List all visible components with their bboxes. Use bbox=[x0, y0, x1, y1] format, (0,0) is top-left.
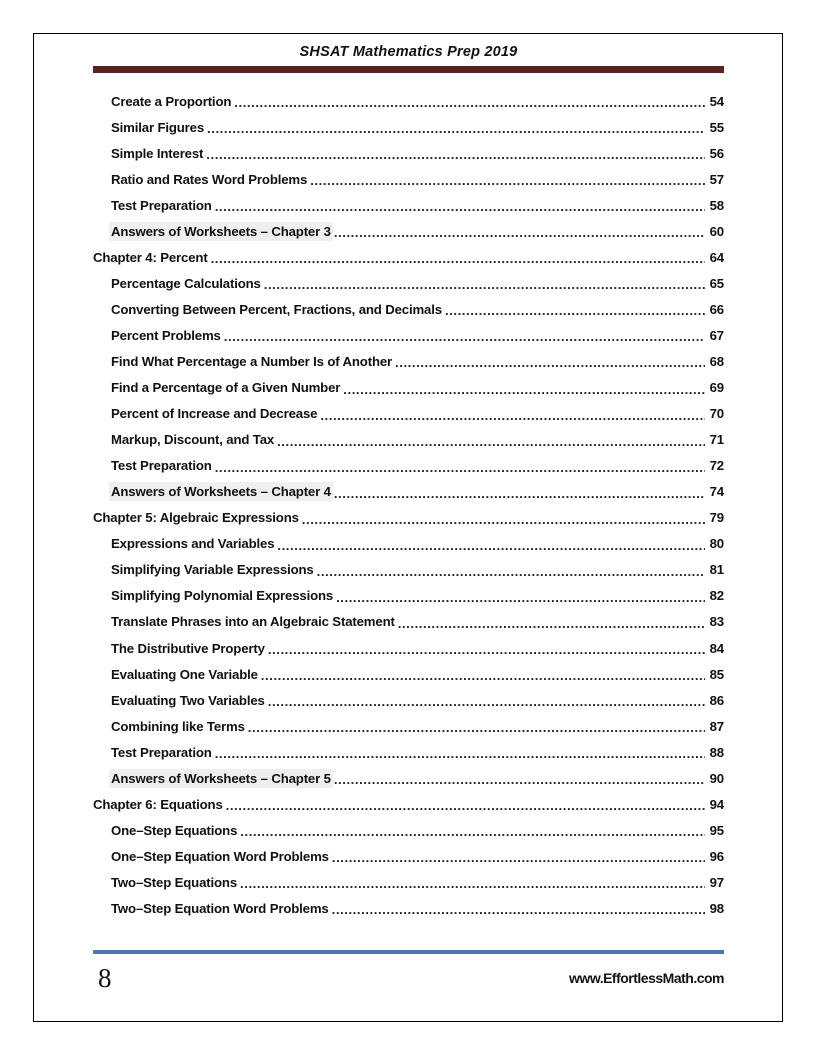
toc-entry[interactable] bbox=[93, 348, 724, 374]
toc-entry-page-number: 80 bbox=[709, 536, 724, 552]
toc-entry[interactable] bbox=[93, 765, 724, 791]
toc-entry-label: Create a Proportion bbox=[111, 93, 232, 109]
toc-entry-page-number: 83 bbox=[709, 614, 724, 630]
toc-leader-dots bbox=[302, 510, 705, 526]
toc-leader-dots bbox=[310, 171, 705, 187]
toc-leader-dots bbox=[334, 484, 705, 500]
toc-entry-label: Chapter 5: Algebraic Expressions bbox=[93, 510, 299, 526]
toc-entry-label: Answers of Worksheets – Chapter 5 bbox=[111, 770, 331, 786]
toc-leader-dots bbox=[334, 223, 705, 239]
toc-entry-page-number: 96 bbox=[709, 848, 724, 864]
toc-entry-page-number: 72 bbox=[709, 458, 724, 474]
toc-entry-page-number: 98 bbox=[709, 900, 724, 916]
toc-leader-dots bbox=[277, 432, 705, 448]
toc-entry-page-number: 86 bbox=[709, 692, 724, 708]
toc-leader-dots bbox=[226, 796, 705, 812]
toc-leader-dots bbox=[207, 119, 705, 135]
toc-entry-page-number: 87 bbox=[709, 718, 724, 734]
toc-entry-page-number: 57 bbox=[709, 171, 724, 187]
toc-entry-label: The Distributive Property bbox=[111, 640, 265, 656]
toc-leader-dots bbox=[215, 197, 705, 213]
toc-entry-page-number: 58 bbox=[709, 197, 724, 213]
toc-entry[interactable] bbox=[93, 713, 724, 739]
toc-entry-page-number: 70 bbox=[709, 406, 724, 422]
toc-entry[interactable] bbox=[93, 218, 724, 244]
toc-entry-label: Combining like Terms bbox=[111, 718, 245, 734]
toc-entry[interactable] bbox=[93, 427, 724, 453]
toc-entry[interactable] bbox=[93, 479, 724, 505]
toc-entry-page-number: 66 bbox=[709, 301, 724, 317]
toc-entry[interactable] bbox=[93, 739, 724, 765]
toc-entry[interactable] bbox=[93, 583, 724, 609]
toc-leader-dots bbox=[234, 93, 705, 109]
toc-entry-page-number: 94 bbox=[709, 796, 724, 812]
toc-entry[interactable] bbox=[93, 817, 724, 843]
toc-entry[interactable] bbox=[93, 453, 724, 479]
toc-entry[interactable] bbox=[93, 661, 724, 687]
toc-leader-dots bbox=[343, 380, 705, 396]
toc-entry-label: Evaluating Two Variables bbox=[111, 692, 265, 708]
toc-entry-label: Test Preparation bbox=[111, 744, 212, 760]
toc-entry-page-number: 60 bbox=[709, 223, 724, 239]
toc-entry-label: Similar Figures bbox=[111, 119, 205, 135]
toc-entry-page-number: 74 bbox=[709, 484, 724, 500]
toc-leader-dots bbox=[248, 718, 705, 734]
toc-leader-dots bbox=[334, 770, 705, 786]
footer-website: www.EffortlessMath.com bbox=[569, 970, 724, 986]
toc-entry[interactable] bbox=[93, 375, 724, 401]
toc-entry-label: Two–Step Equations bbox=[111, 874, 238, 890]
toc-entry-page-number: 65 bbox=[709, 275, 724, 291]
toc-entry-label: Percent Problems bbox=[111, 327, 221, 343]
toc-entry-page-number: 95 bbox=[709, 822, 724, 838]
toc-leader-dots bbox=[445, 301, 705, 317]
toc-entry-label: Two–Step Equation Word Problems bbox=[111, 900, 329, 916]
toc-entry-page-number: 81 bbox=[709, 562, 724, 578]
toc-entry-page-number: 82 bbox=[709, 588, 724, 604]
toc-entry-page-number: 88 bbox=[709, 744, 724, 760]
toc-entry-page-number: 64 bbox=[709, 249, 724, 265]
toc-entry-page-number: 85 bbox=[709, 666, 724, 682]
toc-entry[interactable] bbox=[93, 166, 724, 192]
toc-entry-page-number: 54 bbox=[709, 93, 724, 109]
toc-leader-dots bbox=[332, 900, 705, 916]
toc-leader-dots bbox=[398, 614, 705, 630]
toc-leader-dots bbox=[215, 458, 705, 474]
toc-entry-label: Expressions and Variables bbox=[111, 536, 275, 552]
header-rule bbox=[93, 66, 724, 73]
toc-entry[interactable] bbox=[93, 895, 724, 921]
toc-leader-dots bbox=[215, 744, 705, 760]
toc-leader-dots bbox=[268, 640, 705, 656]
toc-entry-label: Answers of Worksheets – Chapter 4 bbox=[111, 484, 331, 500]
toc-entry-page-number: 97 bbox=[709, 874, 724, 890]
footer-page-number: 8 bbox=[98, 963, 112, 993]
toc-entry[interactable] bbox=[93, 322, 724, 348]
toc-entry[interactable] bbox=[93, 869, 724, 895]
toc-entry[interactable] bbox=[93, 192, 724, 218]
toc-leader-dots bbox=[336, 588, 705, 604]
toc-entry-label: Simplifying Variable Expressions bbox=[111, 562, 314, 578]
toc-entry[interactable] bbox=[93, 140, 724, 166]
toc-entry-label: Simplifying Polynomial Expressions bbox=[111, 588, 334, 604]
toc-leader-dots bbox=[277, 536, 705, 552]
toc-entry-label: Chapter 6: Equations bbox=[93, 796, 223, 812]
toc-leader-dots bbox=[264, 275, 705, 291]
toc-entry[interactable] bbox=[93, 114, 724, 140]
toc-entry-label: Markup, Discount, and Tax bbox=[111, 432, 275, 448]
toc-entry[interactable] bbox=[93, 557, 724, 583]
toc-leader-dots bbox=[395, 353, 705, 369]
toc-entry-label: One–Step Equations bbox=[111, 822, 238, 838]
toc-entry-label: Percent of Increase and Decrease bbox=[111, 406, 318, 422]
running-header bbox=[93, 44, 724, 78]
toc-entry[interactable] bbox=[93, 505, 724, 531]
toc-entry[interactable] bbox=[93, 296, 724, 322]
toc-entry-label: Evaluating One Variable bbox=[111, 666, 258, 682]
toc-leader-dots bbox=[206, 145, 705, 161]
toc-entry-page-number: 71 bbox=[709, 432, 724, 448]
toc-leader-dots bbox=[261, 666, 705, 682]
toc-entry[interactable] bbox=[93, 791, 724, 817]
toc-leader-dots bbox=[320, 406, 705, 422]
toc-entry-label: Simple Interest bbox=[111, 145, 204, 161]
toc-entry-page-number: 67 bbox=[709, 327, 724, 343]
toc-entry-label: Test Preparation bbox=[111, 197, 212, 213]
toc-leader-dots bbox=[211, 249, 705, 265]
toc-entry-label: One–Step Equation Word Problems bbox=[111, 848, 329, 864]
toc-entry[interactable] bbox=[93, 635, 724, 661]
toc-entry-label: Find a Percentage of a Given Number bbox=[111, 380, 341, 396]
toc-entry-page-number: 55 bbox=[709, 119, 724, 135]
toc-entry-page-number: 56 bbox=[709, 145, 724, 161]
toc-entry[interactable] bbox=[93, 687, 724, 713]
page-title: SHSAT Mathematics Prep 2019 bbox=[299, 44, 518, 60]
toc-entry[interactable] bbox=[93, 843, 724, 869]
toc-leader-dots bbox=[332, 848, 705, 864]
toc-leader-dots bbox=[317, 562, 705, 578]
toc-entry-label: Chapter 4: Percent bbox=[93, 249, 208, 265]
toc-entry[interactable] bbox=[93, 270, 724, 296]
toc-entry-page-number: 68 bbox=[709, 353, 724, 369]
toc-entry-label: Test Preparation bbox=[111, 458, 212, 474]
toc-entry-page-number: 79 bbox=[709, 510, 724, 526]
toc-entry[interactable] bbox=[93, 401, 724, 427]
toc-entry-label: Ratio and Rates Word Problems bbox=[111, 171, 308, 187]
toc-entry[interactable] bbox=[93, 531, 724, 557]
toc-entry-label: Translate Phrases into an Algebraic Statement bbox=[111, 614, 395, 630]
toc-entry-page-number: 69 bbox=[709, 380, 724, 396]
toc-entry-page-number: 90 bbox=[709, 770, 724, 786]
table-of-contents bbox=[93, 88, 724, 922]
toc-entry-label: Converting Between Percent, Fractions, and Decimals bbox=[111, 301, 442, 317]
footer-rule bbox=[93, 950, 724, 954]
toc-leader-dots bbox=[240, 874, 705, 890]
toc-entry-label: Answers of Worksheets – Chapter 3 bbox=[111, 223, 331, 239]
toc-entry[interactable] bbox=[93, 244, 724, 270]
toc-entry-label: Find What Percentage a Number Is of Another bbox=[111, 353, 393, 369]
toc-leader-dots bbox=[224, 327, 705, 343]
toc-entry-page-number: 84 bbox=[709, 640, 724, 656]
toc-entry[interactable] bbox=[93, 88, 724, 114]
toc-leader-dots bbox=[268, 692, 705, 708]
toc-entry[interactable] bbox=[93, 609, 724, 635]
toc-leader-dots bbox=[240, 822, 705, 838]
toc-entry-label: Percentage Calculations bbox=[111, 275, 261, 291]
